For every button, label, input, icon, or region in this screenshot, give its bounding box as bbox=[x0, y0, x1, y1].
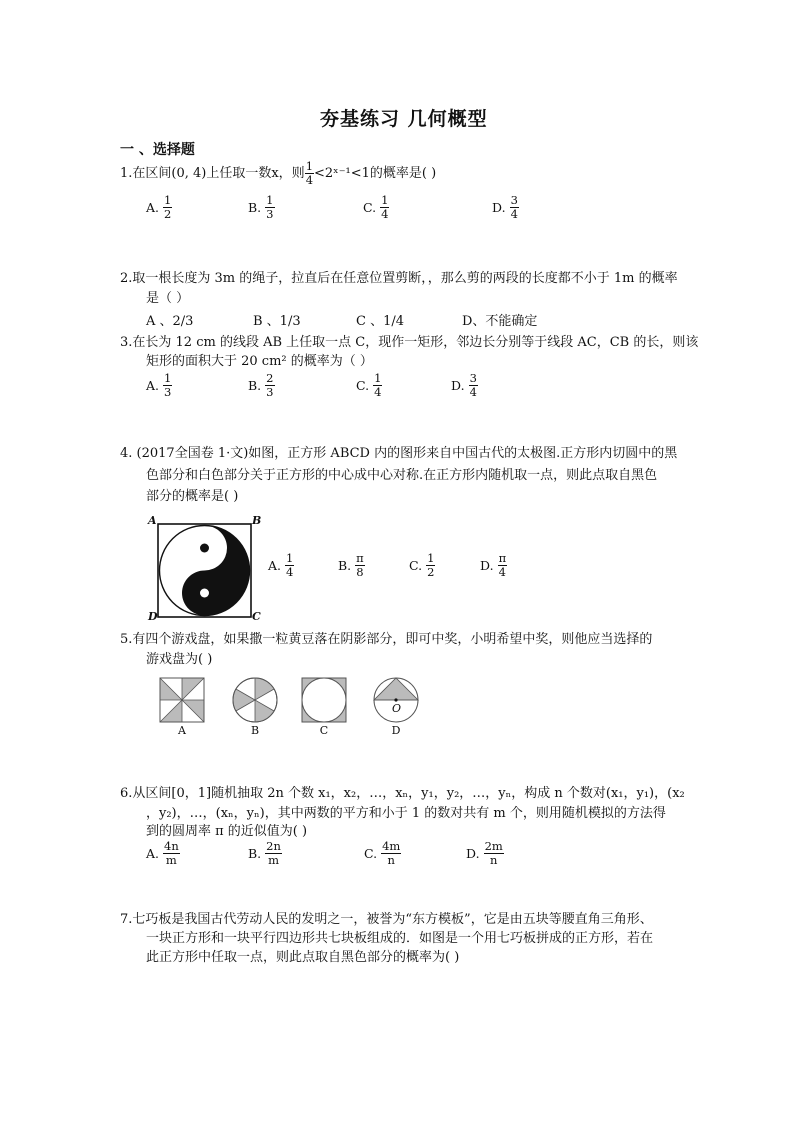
q2-line-2: 是（ ） bbox=[146, 291, 190, 306]
q2-option-a: A 、2/3 bbox=[146, 314, 194, 329]
q6-option-b bbox=[248, 840, 282, 867]
game-board-d bbox=[372, 676, 420, 724]
q5-line-1: 5.有四个游戏盘，如果撒一粒黄豆落在阴影部分，即可中奖，小明希望中奖，则他应当选择的 bbox=[120, 632, 653, 647]
option-fraction: $\frac{2}{3}$ bbox=[266, 371, 274, 399]
board-caption-d: D bbox=[391, 724, 401, 737]
taiji-figure bbox=[148, 514, 264, 624]
option-fraction: $\frac{2n}{m}$ bbox=[266, 839, 281, 867]
vertex-label-a: A bbox=[148, 514, 157, 527]
option-label: B. bbox=[338, 558, 352, 573]
option-label: D. bbox=[480, 558, 494, 573]
q7-line-1: 7.七巧板是我国古代劳动人民的发明之一，被誉为“东方模板”，它是由五块等腰直角三角形、 bbox=[120, 912, 653, 927]
option-fraction: $\frac{4n}{m}$ bbox=[164, 839, 179, 867]
game-board-a bbox=[158, 676, 206, 724]
option-label: D. bbox=[451, 378, 465, 393]
center-label-o: O bbox=[392, 702, 402, 715]
q4-option-c bbox=[409, 552, 435, 579]
q2-option-b: B 、1/3 bbox=[253, 314, 301, 329]
q6-option-c bbox=[364, 840, 401, 867]
option-label: C. bbox=[409, 558, 423, 573]
q4-line-3: 部分的概率是( ) bbox=[146, 489, 239, 504]
q4-option-a bbox=[268, 552, 294, 579]
option-label: A. bbox=[146, 200, 160, 215]
q4-line-1: 4. (2017全国卷 1·文)如图，正方形 ABCD 内的图形来自中国古代的太极图.正方形内切圆中的黑 bbox=[120, 446, 678, 461]
option-label: D. bbox=[466, 846, 480, 861]
q3-option-d bbox=[451, 372, 478, 399]
q1-option-d bbox=[492, 194, 519, 221]
option-fraction: $\frac{4m}{n}$ bbox=[382, 839, 401, 867]
option-fraction: $\frac{1}{4}$ bbox=[286, 551, 294, 579]
option-fraction: $\frac{3}{4}$ bbox=[469, 371, 477, 399]
option-fraction: $\frac{1}{4}$ bbox=[374, 371, 382, 399]
q3-option-c bbox=[356, 372, 382, 399]
game-board-b bbox=[231, 676, 279, 724]
q6-option-a bbox=[146, 840, 180, 867]
q1-frac-den: 4 bbox=[305, 173, 314, 187]
option-label: A. bbox=[268, 558, 282, 573]
q7-line-3: 此正方形中任取一点，则此点取自黑色部分的概率为( ) bbox=[146, 950, 460, 965]
q1-option-a bbox=[146, 194, 172, 221]
q1-fraction bbox=[305, 160, 314, 187]
q6-line-1: 6.从区间[0，1]随机抽取 2n 个数 x₁，x₂，…，xₙ，y₁，y₂，…，yₙ，构成 n 个数对(x₁，y₁)，(x₂ bbox=[120, 786, 685, 801]
option-label: B. bbox=[248, 378, 262, 393]
option-label: C. bbox=[356, 378, 370, 393]
board-caption-b: B bbox=[250, 724, 260, 737]
question-1 bbox=[120, 160, 436, 187]
q4-option-b bbox=[338, 552, 365, 579]
q6-option-d bbox=[466, 840, 504, 867]
option-label: A. bbox=[146, 378, 160, 393]
option-fraction: $\frac{\pi}{4}$ bbox=[498, 551, 507, 579]
option-fraction: $\frac{1}{2}$ bbox=[164, 193, 172, 221]
option-fraction: $\frac{1}{2}$ bbox=[427, 551, 435, 579]
option-fraction: $\frac{2m}{n}$ bbox=[484, 839, 503, 867]
q2-option-c: C 、1/4 bbox=[356, 314, 405, 329]
q1-option-c bbox=[363, 194, 389, 221]
option-label: D. bbox=[492, 200, 506, 215]
vertex-label-b: B bbox=[252, 514, 262, 527]
q3-line-2: 矩形的面积大于 20 cm² 的概率为（ ） bbox=[146, 354, 373, 369]
option-fraction: $\frac{1}{3}$ bbox=[164, 371, 172, 399]
option-fraction: $\frac{1}{3}$ bbox=[266, 193, 274, 221]
q7-line-2: 一块正方形和一块平行四边形共七块板组成的．如图是一个用七巧板拼成的正方形，若在 bbox=[146, 931, 654, 946]
vertex-label-d: D bbox=[148, 610, 158, 623]
q3-option-a bbox=[146, 372, 172, 399]
vertex-label-c: C bbox=[252, 610, 261, 623]
board-caption-c: C bbox=[319, 724, 329, 737]
q1-lead: 1.在区间(0, 4)上任取一数x，则 bbox=[120, 165, 305, 181]
q2-option-d: D、不能确定 bbox=[462, 314, 538, 329]
q1-option-b bbox=[248, 194, 275, 221]
q1-tail: <2ˣ⁻¹<1的概率是( ) bbox=[314, 165, 437, 181]
option-fraction: $\frac{\pi}{8}$ bbox=[356, 551, 364, 579]
square-board-diagram bbox=[158, 676, 206, 724]
inscribed-circle-board-diagram bbox=[300, 676, 348, 724]
section-heading: 一 、选择题 bbox=[120, 142, 195, 158]
option-fraction: $\frac{3}{4}$ bbox=[510, 193, 518, 221]
q4-line-2: 色部分和白色部分关于正方形的中心成中心对称.在正方形内随机取一点，则此点取自黑色 bbox=[146, 468, 658, 483]
q1-frac-num: 1 bbox=[305, 159, 314, 173]
option-label: C. bbox=[364, 846, 378, 861]
triangle-circle-board-diagram bbox=[372, 676, 420, 724]
page-title: 夯基练习 几何概型 bbox=[320, 108, 488, 130]
game-board-c bbox=[300, 676, 348, 724]
q3-option-b bbox=[248, 372, 275, 399]
q6-line-3: 到的圆周率 π 的近似值为( ) bbox=[146, 824, 308, 839]
q5-line-2: 游戏盘为( ) bbox=[146, 652, 213, 667]
option-label: C. bbox=[363, 200, 377, 215]
circle-board-diagram bbox=[231, 676, 279, 724]
board-caption-a: A bbox=[178, 724, 186, 737]
q3-line-1: 3.在长为 12 cm 的线段 AB 上任取一点 C，现作一矩形，邻边长分别等于线段 AC，CB 的长，则该 bbox=[120, 335, 699, 350]
q4-option-d bbox=[480, 552, 507, 579]
option-label: B. bbox=[248, 200, 262, 215]
option-label: B. bbox=[248, 846, 262, 861]
q6-line-2: ，y₂)，…，(xₙ，yₙ)，其中两数的平方和小于 1 的数对共有 m 个，则用随机模拟的方法得 bbox=[146, 806, 666, 821]
taiji-diagram bbox=[148, 514, 264, 624]
option-fraction: $\frac{1}{4}$ bbox=[381, 193, 389, 221]
q2-line-1: 2.取一根长度为 3m 的绳子，拉直后在任意位置剪断，，那么剪的两段的长度都不小于 1m 的概率 bbox=[120, 271, 678, 286]
option-label: A. bbox=[146, 846, 160, 861]
